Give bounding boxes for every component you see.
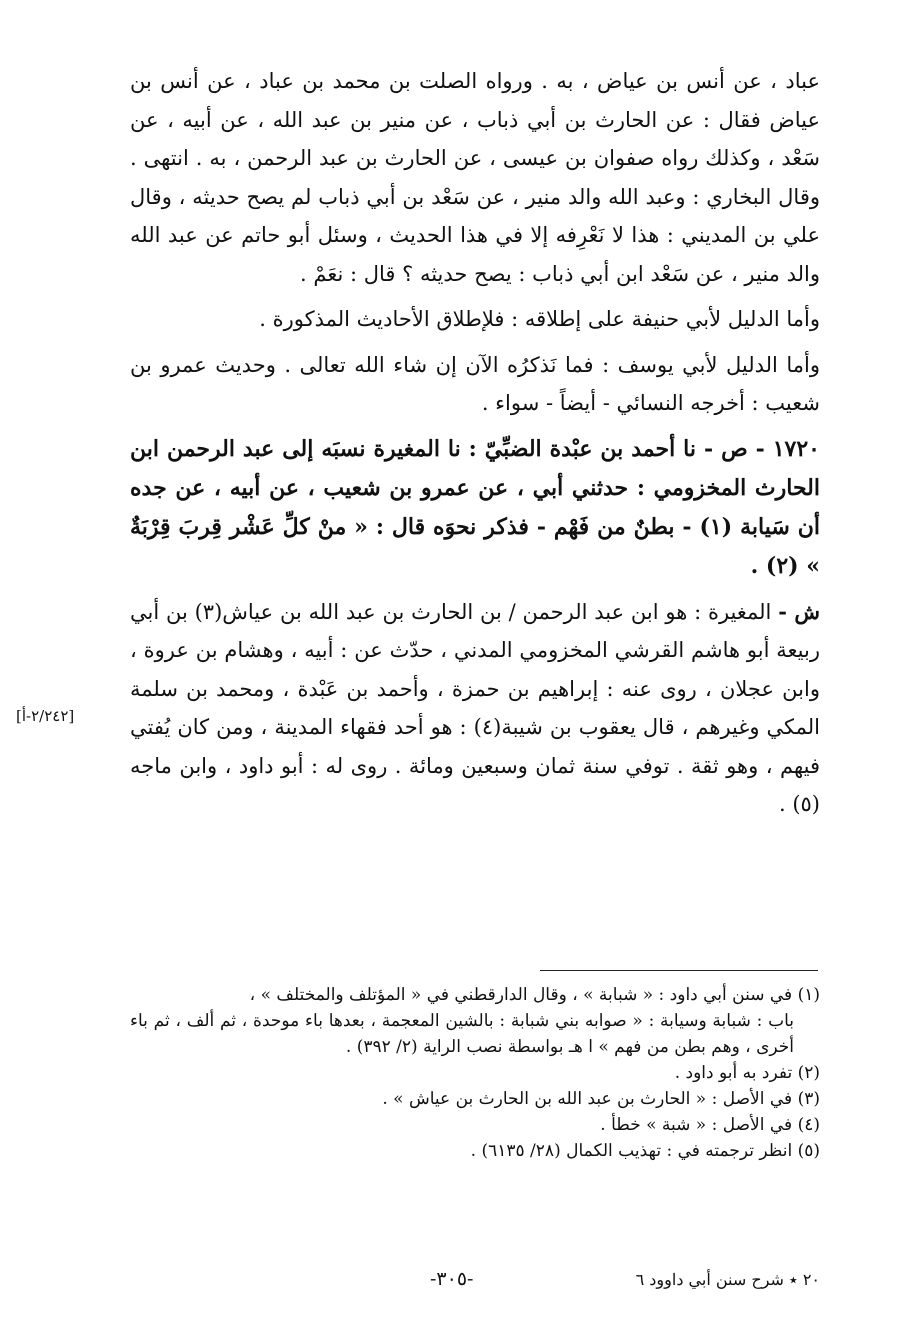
paragraph-3: وأما الدليل لأبي يوسف : فما نَذكرُه الآن إن شاء الله تعالى . وحديث عمرو بن شعيب : أخرجه النسائي - أيضاً - سواء . xyxy=(130,352,820,415)
footnote-divider xyxy=(540,970,818,971)
commentary-paragraph xyxy=(130,593,820,824)
margin-folio-reference: [٢/٢٤٢-أ] xyxy=(16,707,75,725)
commentary-lead: ش - xyxy=(778,598,820,624)
commentary-text: المغيرة : هو ابن عبد الرحمن / بن الحارث بن عبد الله بن عياش(٣) بن أبي ربيعة أبو هاشم القرشي المخزومي المدني ، حدّث عن : أبيه ، وهشام بن عروة ، وابن عجلان ، روى عنه : إبراهيم بن حمزة ، وأحمد بن عَبْدة ، ومحمد بن سلمة المكي وغيرهم ، قال يعقوب بن شيبة(٤) : هو أحد فقهاء المدينة ، ومن كان يُفتي فيهم ، وهو ثقة . توفي سنة ثمان وسبعين ومائة . روى له : أبو داود ، وابن ماجه (٥) . xyxy=(130,599,820,816)
main-text xyxy=(130,62,820,824)
footnote-1-continued: باب : شبابة وسيابة : « صوابه بني شبابة : بالشين المعجمة ، بعدها باء موحدة ، ثم ألف ، ثم باء أخرى ، وهم بطن من فهم » ا هـ بواسطة نصب الراية (٢/ ٣٩٢) . xyxy=(130,1011,794,1057)
footnote-5: (٥) انظر ترجمته في : تهذيب الكمال (٢٨/ ٦١٣٥) . xyxy=(470,1141,820,1161)
page-number: -٣٠٥- xyxy=(430,1268,474,1290)
paragraph-2: وأما الدليل لأبي حنيفة على إطلاقه : فلإطلاق الأحاديث المذكورة . xyxy=(259,307,820,331)
hadith-text: ١٧٢٠ - ص - نا أحمد بن عبْدة الضبِّيّ : نا المغيرة نسبَه إلى عبد الرحمن ابن الحارث المخزومي : حدثني أبي ، عن عمرو بن شعيب ، عن أبيه ، عن جده أن سَيابة (١) - بطنٌ من فَهْم - فذكر نحوَه قال : « منْ كلِّ عَشْر قِربَ قِرْبَةٌ » (٢) . xyxy=(130,435,820,579)
footnote-3: (٣) في الأصل : « الحارث بن عبد الله بن الحارث بن عياش » . xyxy=(382,1089,820,1109)
footnote-1: (١) في سنن أبي داود : « شبابة » ، وقال الدارقطني في « المؤتلف والمختلف » ، xyxy=(249,985,820,1005)
footnote-2: (٢) تفرد به أبو داود . xyxy=(674,1063,820,1083)
signature-mark: ٢٠ ٭ شرح سنن أبي داوود ٦ xyxy=(635,1270,820,1289)
footnotes xyxy=(130,982,820,1164)
paragraph-1: عباد ، عن أنس بن عياض ، به . ورواه الصلت بن محمد بن عباد ، عن أنس بن عياض فقال : عن الحارث بن أبي ذباب ، عن منير بن عبد الله ، عن أبيه ، عن سَعْد ، وكذلك رواه صفوان بن عيسى ، عن الحارث بن عبد الرحمن ، به . انتهى . وقال البخاري : وعبد الله والد منير ، عن سَعْد بن أبي ذباب لم يصح حديثه ، وقال علي بن المديني : هذا لا نَعْرِفه إلا في هذا الحديث ، وسئل أبو حاتم عن عبد الله والد منير ، عن سَعْد ابن أبي ذباب : يصح حديثه ؟ قال : نعَمْ . xyxy=(130,69,820,286)
footnote-4: (٤) في الأصل : « شبة » خطأ . xyxy=(600,1115,820,1135)
